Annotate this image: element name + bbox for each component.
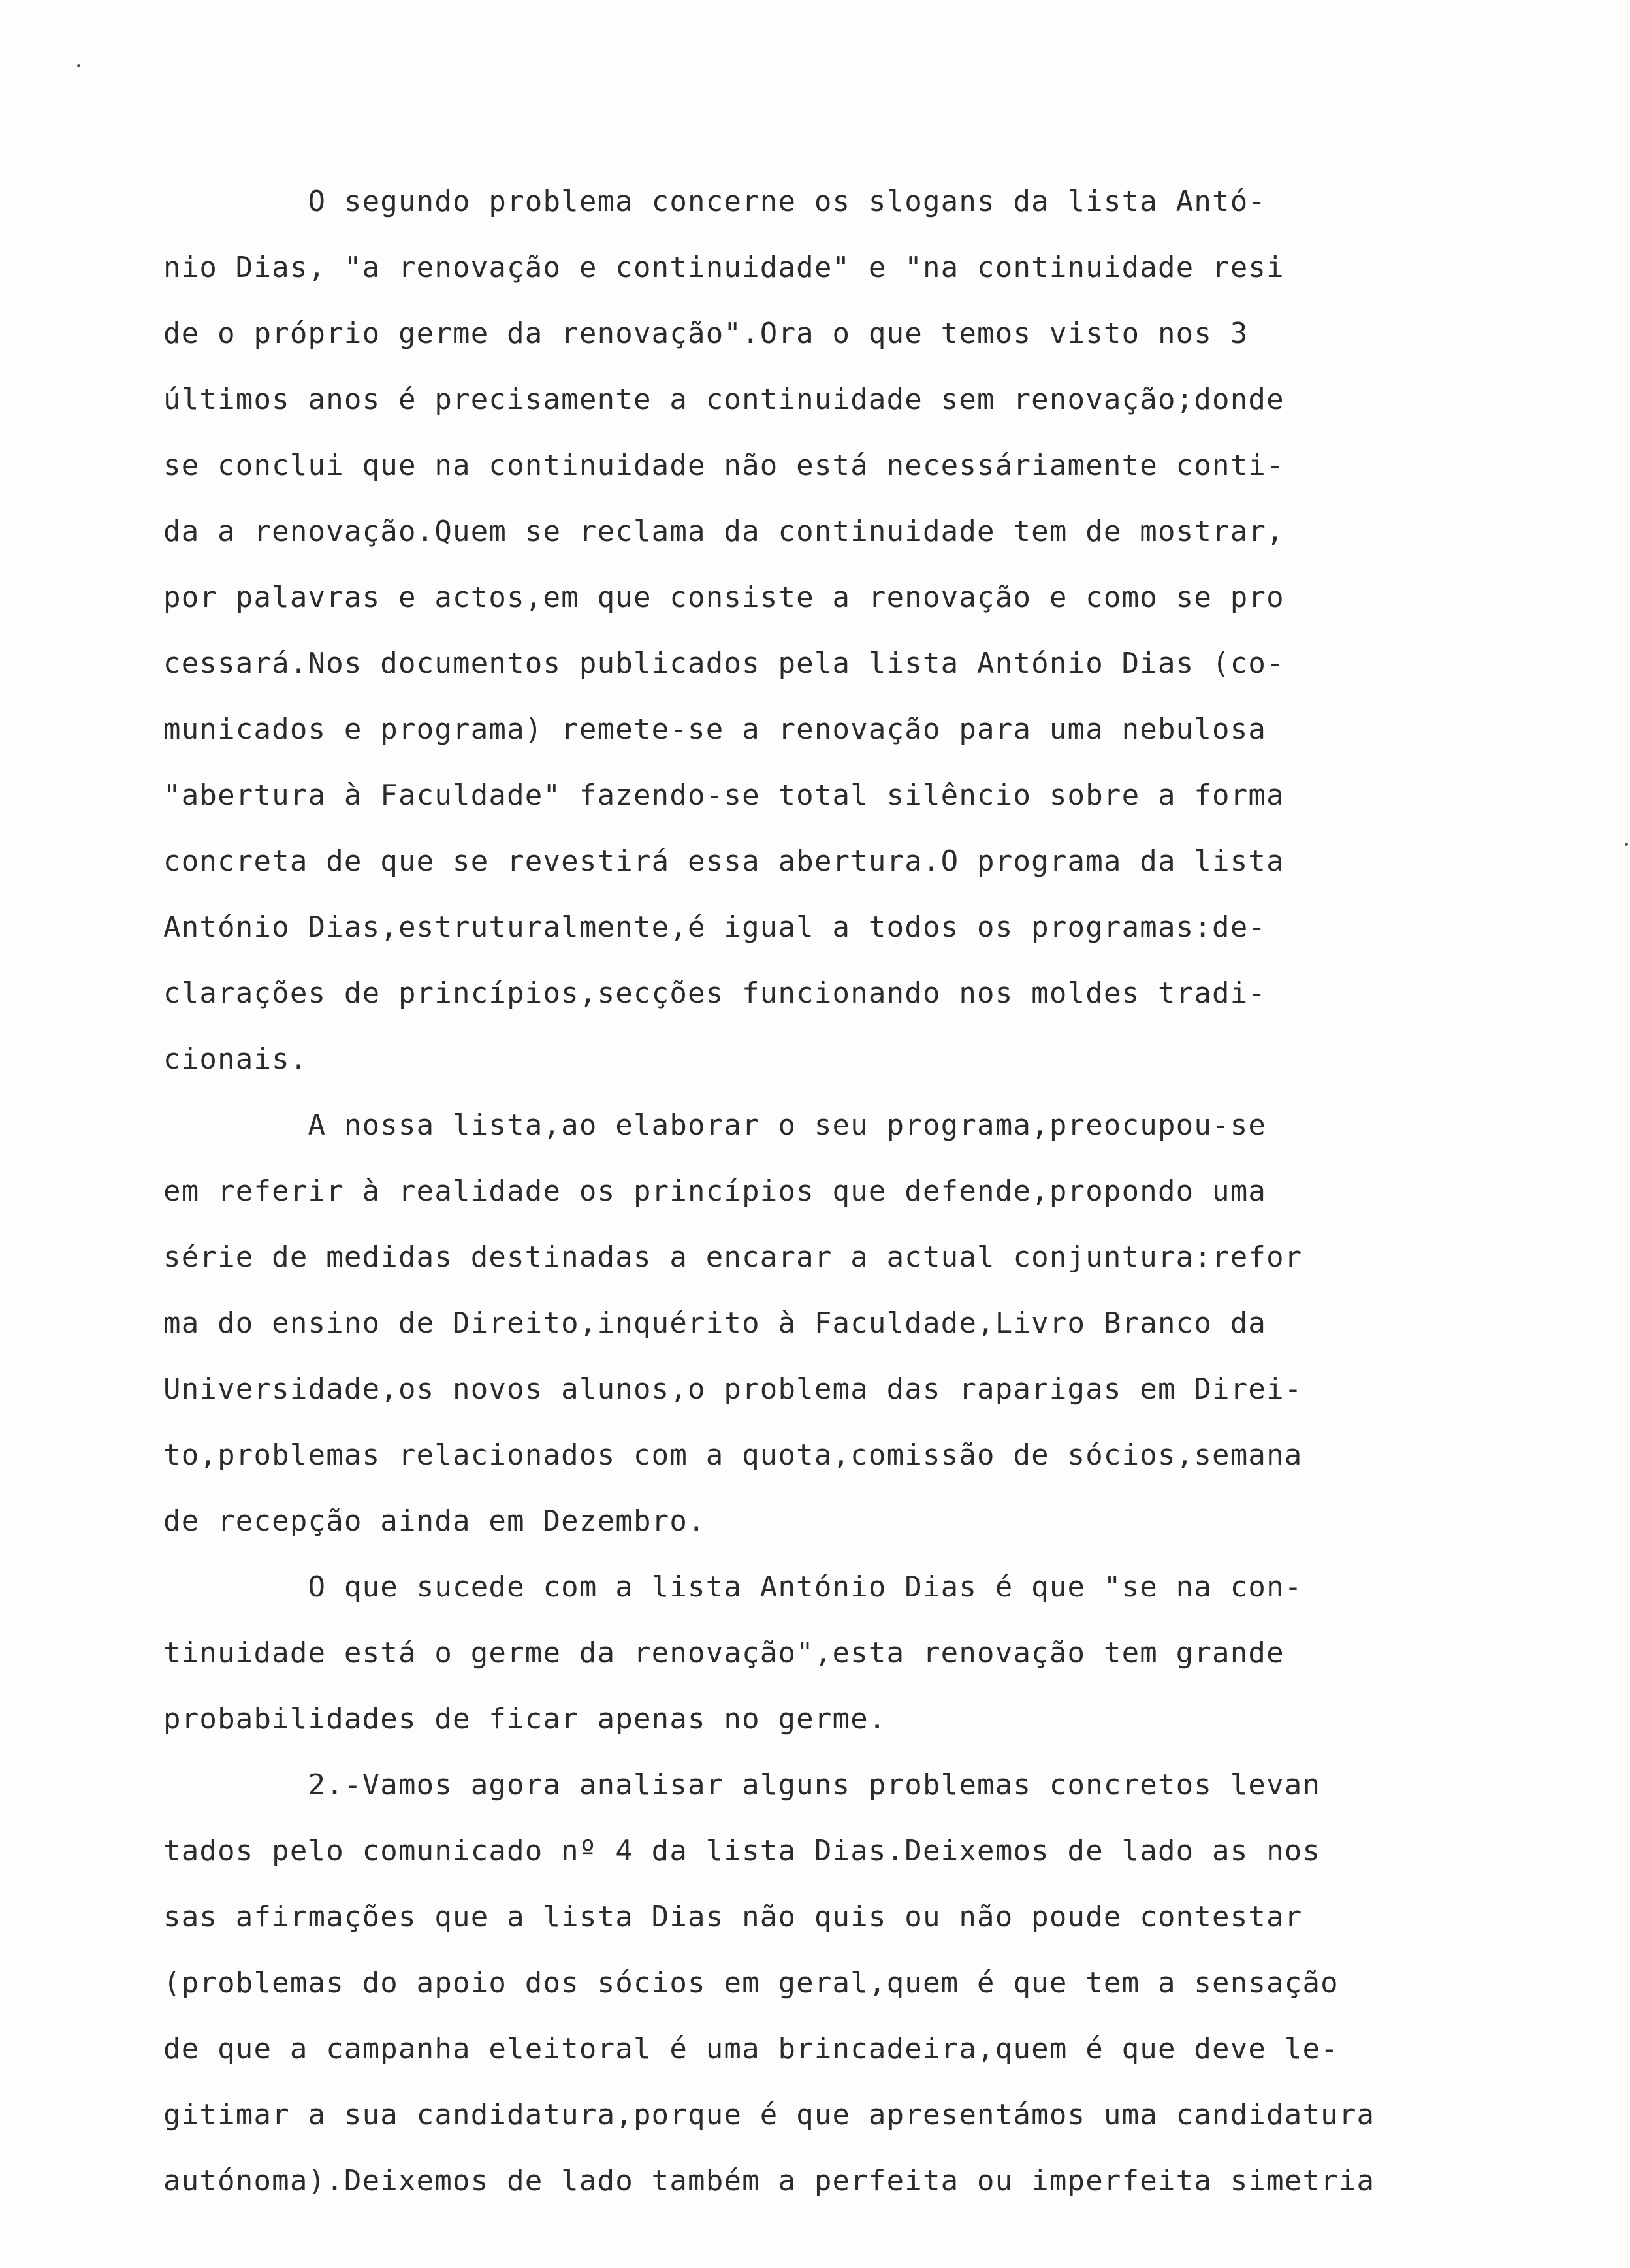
text-line: (problemas do apoio dos sócios em geral,quem é que tem a sensação [163,1966,1339,2000]
text-line: série de medidas destinadas a encarar a actual conjuntura:refor [163,1240,1303,1274]
typewritten-body [163,169,1522,2214]
text-line: 2.-Vamos agora analisar alguns problemas concretos levan [163,1768,1321,1802]
text-line: probabilidades de ficar apenas no germe. [163,1702,887,1736]
text-line: sas afirmações que a lista Dias não quis ou não poude contestar [163,1900,1303,1934]
paper-speck [1625,843,1628,846]
text-line: O que sucede com a lista António Dias é que "se na con- [163,1570,1303,1604]
text-line: últimos anos é precisamente a continuidade sem renovação;donde [163,383,1285,416]
text-line: cessará.Nos documentos publicados pela lista António Dias (co- [163,647,1285,680]
text-line: nio Dias, "a renovação e continuidade" e "na continuidade resi [163,251,1285,284]
text-line: se conclui que na continuidade não está necessáriamente conti- [163,449,1285,482]
text-line: da a renovação.Quem se reclama da continuidade tem de mostrar, [163,515,1285,548]
text-line: Universidade,os novos alunos,o problema das raparigas em Direi- [163,1372,1303,1406]
text-line: em referir à realidade os princípios que defende,propondo uma [163,1174,1267,1208]
text-line: por palavras e actos,em que consiste a renovação e como se pro [163,581,1285,614]
text-line: ma do ensino de Direito,inquérito à Faculdade,Livro Branco da [163,1306,1267,1340]
text-line: de que a campanha eleitoral é uma brincadeira,quem é que deve le- [163,2032,1339,2066]
text-line: António Dias,estruturalmente,é igual a todos os programas:de- [163,911,1267,944]
text-line: to,problemas relacionados com a quota,comissão de sócios,semana [163,1438,1303,1472]
text-line: tinuidade está o germe da renovação",esta renovação tem grande [163,1636,1285,1670]
text-line: O segundo problema concerne os slogans da lista Antó- [163,185,1267,218]
text-line: "abertura à Faculdade" fazendo-se total silêncio sobre a forma [163,779,1285,812]
text-line: de o próprio germe da renovação".Ora o que temos visto nos 3 [163,317,1249,350]
text-line: de recepção ainda em Dezembro. [163,1504,706,1538]
text-line: municados e programa) remete-se a renovação para uma nebulosa [163,713,1267,746]
text-line: concreta de que se revestirá essa abertura.O programa da lista [163,845,1285,878]
text-line: cionais. [163,1043,308,1076]
text-line: A nossa lista,ao elaborar o seu programa,preocupou-se [163,1109,1267,1142]
paper-speck [77,64,80,67]
text-line: tados pelo comunicado nº 4 da lista Dias.Deixemos de lado as nos [163,1834,1321,1868]
text-line: clarações de princípios,secções funcionando nos moldes tradi- [163,977,1267,1010]
text-line: autónoma).Deixemos de lado também a perfeita ou imperfeita simetria [163,2164,1375,2197]
text-line: gitimar a sua candidatura,porque é que apresentámos uma candidatura [163,2098,1375,2131]
